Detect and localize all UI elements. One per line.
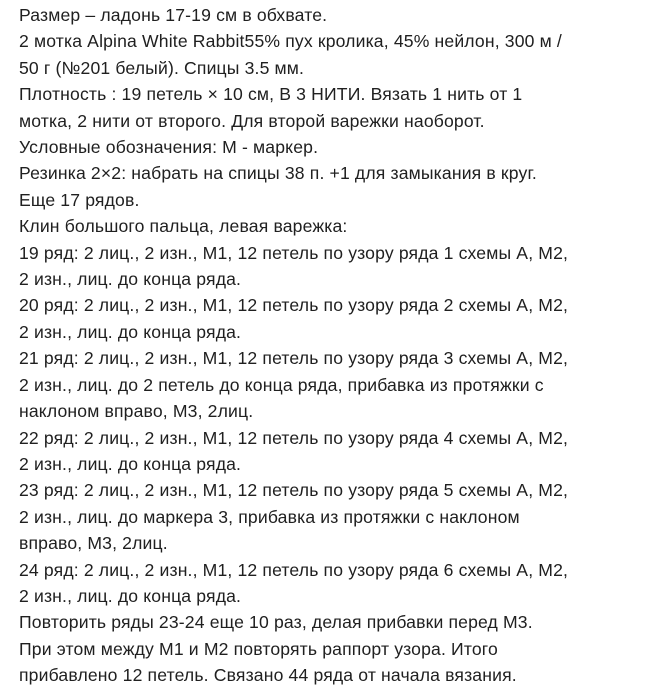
text-line-row-23-cont: 2 изн., лиц. до маркера 3, прибавка из протяжки с наклоном	[19, 506, 520, 527]
text-line-row-19: 19 ряд: 2 лиц., 2 изн., М1, 12 петель по узору ряда 1 схемы А, М2,	[19, 242, 569, 263]
pattern-instructions	[19, 2, 647, 689]
text-line-row-21-cont: 2 изн., лиц. до 2 петель до конца ряда, прибавка из протяжки с	[19, 374, 544, 395]
text-line-rib: Резинка 2×2: набрать на спицы 38 п. +1 для замыкания в круг.	[19, 163, 537, 184]
text-line-row-20: 20 ряд: 2 лиц., 2 изн., М1, 12 петель по узору ряда 2 схемы А, М2,	[19, 295, 569, 316]
text-line-row-21-cont2: наклоном вправо, М3, 2лиц.	[19, 401, 254, 422]
text-line-row-21: 21 ряд: 2 лиц., 2 изн., М1, 12 петель по узору ряда 3 схемы А, М2,	[19, 348, 569, 369]
text-line-yarn-cont: 50 г (№201 белый). Спицы 3.5 мм.	[19, 57, 305, 78]
text-line-repeat-cont: При этом между М1 и М2 повторять раппорт узора. Итого	[19, 638, 498, 659]
text-line-gauge: Плотность : 19 петель × 10 см, В 3 НИТИ. Вязать 1 нить от 1	[19, 84, 523, 105]
text-line-row-23-cont2: вправо, М3, 2лиц.	[19, 533, 168, 554]
text-line-repeat: Повторить ряды 23-24 еще 10 раз, делая прибавки перед М3.	[19, 612, 533, 633]
text-line-total: прибавлено 12 петель. Связано 44 ряда от начала вязания.	[19, 665, 517, 686]
text-line-yarn: 2 мотка Alpina White Rabbit55% пух кролика, 45% нейлон, 300 м /	[19, 31, 562, 52]
text-line-size: Размер – ладонь 17-19 см в обхвате.	[19, 5, 328, 25]
text-line-row-20-cont: 2 изн., лиц. до конца ряда.	[19, 321, 242, 342]
text-line-gauge-cont: мотка, 2 нити от второго. Для второй варежки наоборот.	[19, 110, 485, 131]
text-line-row-23: 23 ряд: 2 лиц., 2 изн., М1, 12 петель по узору ряда 5 схемы А, М2,	[19, 480, 569, 501]
text-line-row-22-cont: 2 изн., лиц. до конца ряда.	[19, 453, 242, 474]
text-line-row-24-cont: 2 изн., лиц. до конца ряда.	[19, 585, 242, 606]
text-line-row-24: 24 ряд: 2 лиц., 2 изн., М1, 12 петель по узору ряда 6 схемы А, М2,	[19, 559, 569, 580]
text-line-thumb-heading: Клин большого пальца, левая варежка:	[19, 216, 348, 237]
text-line-rib-cont: Еще 17 рядов.	[19, 189, 140, 210]
text-line-legend: Условные обозначения: М - маркер.	[19, 137, 319, 158]
text-line-row-22: 22 ряд: 2 лиц., 2 изн., М1, 12 петель по узору ряда 4 схемы А, М2,	[19, 427, 569, 448]
text-line-row-19-cont: 2 изн., лиц. до конца ряда.	[19, 269, 242, 290]
